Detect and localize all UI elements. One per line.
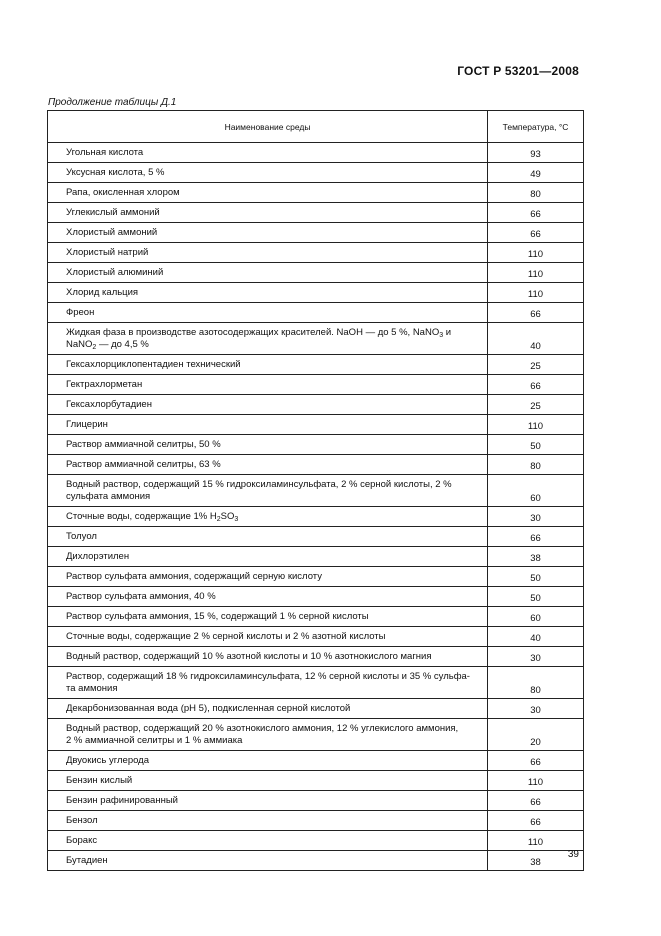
table-row [48,303,584,323]
temperature-value: 60 [488,607,584,627]
temperature-value: 110 [488,243,584,263]
table-row [48,667,584,699]
table-row [48,183,584,203]
medium-name: Бутадиен [48,851,488,871]
temperature-value: 25 [488,395,584,415]
table-row [48,507,584,527]
temperature-value: 110 [488,831,584,851]
table-row [48,203,584,223]
table-row [48,395,584,415]
temperature-value: 110 [488,263,584,283]
table-row [48,547,584,567]
name-part: Водный раствор, содержащий 15 % гидроксиламинсульфата, 2 % серной кислоты, 2 % [66,478,452,490]
temperature-value: 60 [488,475,584,507]
temperature-value: 110 [488,415,584,435]
temperature-value: 66 [488,791,584,811]
medium-name: Толуол [48,527,488,547]
temperature-value: 66 [488,751,584,771]
medium-name: Глицерин [48,415,488,435]
table-row [48,587,584,607]
temperature-value: 50 [488,567,584,587]
table-row [48,475,584,507]
name-part: Сточные воды, содержащие 1% H [66,510,217,522]
medium-name: Водный раствор, содержащий 10 % азотной кислоты и 10 % азотнокислого магния [48,647,488,667]
temperature-value: 80 [488,667,584,699]
table-row [48,455,584,475]
temperature-value: 50 [488,435,584,455]
medium-name [48,719,488,751]
subscript: 2 [92,343,97,351]
table-row [48,791,584,811]
name-part: Жидкая фаза в производстве азотосодержащих красителей. NaOH — до 5 %, NaNO [66,326,440,338]
table-row [48,751,584,771]
table-row [48,811,584,831]
medium-name: Бензин кислый [48,771,488,791]
table-row [48,415,584,435]
temperature-value: 40 [488,323,584,355]
table-row [48,831,584,851]
medium-name: Гектрахлорметан [48,375,488,395]
medium-name: Раствор аммиачной селитры, 63 % [48,455,488,475]
name-part: SO [220,510,235,522]
temperature-value: 30 [488,507,584,527]
table-row [48,627,584,647]
temperature-value: 20 [488,719,584,751]
page-number: 39 [567,849,579,860]
table-row [48,607,584,627]
medium-name: Уксусная кислота, 5 % [48,163,488,183]
name-part: Раствор, содержащий 18 % гидроксиламинсульфата, 12 % серной кислоты и 35 % сульфа- [66,670,470,682]
header-medium-name: Наименование среды [48,111,488,143]
header-temperature: Температура, °С [488,111,584,143]
temperature-value: 66 [488,303,584,323]
table-row [48,283,584,303]
table-row [48,143,584,163]
medium-name: Дихлорэтилен [48,547,488,567]
medium-name: Раствор сульфата аммония, содержащий серную кислоту [48,567,488,587]
medium-name: Угольная кислота [48,143,488,163]
medium-name: Двуокись углерода [48,751,488,771]
table-row [48,263,584,283]
media-temperature-table [47,110,584,871]
medium-name [48,507,488,527]
document-code: ГОСТ Р 53201—2008 [457,64,579,78]
medium-name: Хлористый натрий [48,243,488,263]
temperature-value: 66 [488,811,584,831]
name-part: сульфата аммония [66,490,151,502]
table-row [48,323,584,355]
temperature-value: 80 [488,183,584,203]
medium-name [48,475,488,507]
temperature-value: 66 [488,203,584,223]
medium-name: Гексахлорбутадиен [48,395,488,415]
temperature-value: 93 [488,143,584,163]
temperature-value: 50 [488,587,584,607]
table-row [48,851,584,871]
table-row [48,163,584,183]
subscript: 2 [216,515,221,523]
name-part: 2 % аммиачной селитры и 1 % аммиака [66,734,243,746]
temperature-value: 49 [488,163,584,183]
table-header-row [48,111,584,143]
subscript: 3 [234,515,239,523]
medium-name: Бензол [48,811,488,831]
table-row [48,719,584,751]
medium-name: Рапа, окисленная хлором [48,183,488,203]
name-part: NaNO [66,338,93,350]
medium-name [48,667,488,699]
medium-name: Раствор сульфата аммония, 40 % [48,587,488,607]
medium-name: Бензин рафинированный [48,791,488,811]
medium-name: Хлористый алюминий [48,263,488,283]
table-row [48,355,584,375]
temperature-value: 30 [488,699,584,719]
table-row [48,771,584,791]
medium-name: Раствор аммиачной селитры, 50 % [48,435,488,455]
name-part: и [443,326,452,338]
table-row [48,435,584,455]
table-row [48,223,584,243]
temperature-value: 80 [488,455,584,475]
temperature-value: 66 [488,223,584,243]
table-row [48,567,584,587]
table-row [48,527,584,547]
table-row [48,699,584,719]
temperature-value: 110 [488,771,584,791]
medium-name [48,323,488,355]
temperature-value: 110 [488,283,584,303]
table-row [48,375,584,395]
medium-name: Раствор сульфата аммония, 15 %, содержащий 1 % серной кислоты [48,607,488,627]
medium-name: Боракс [48,831,488,851]
medium-name: Сточные воды, содержащие 2 % серной кислоты и 2 % азотной кислоты [48,627,488,647]
subscript: 3 [439,331,444,339]
medium-name: Фреон [48,303,488,323]
medium-name: Гексахлорциклопентадиен технический [48,355,488,375]
medium-name: Хлорид кальция [48,283,488,303]
temperature-value: 66 [488,375,584,395]
table-row [48,647,584,667]
table-row [48,243,584,263]
medium-name: Хлористый аммоний [48,223,488,243]
medium-name: Углекислый аммоний [48,203,488,223]
name-part: та аммония [66,682,118,694]
temperature-value: 25 [488,355,584,375]
temperature-value: 38 [488,547,584,567]
temperature-value: 40 [488,627,584,647]
medium-name: Декарбонизованная вода (pH 5), подкисленная серной кислотой [48,699,488,719]
temperature-value: 30 [488,647,584,667]
name-part: — до 4,5 % [96,338,149,350]
table-caption: Продолжение таблицы Д.1 [48,97,177,108]
name-part: Водный раствор, содержащий 20 % азотнокислого аммония, 12 % углекислого аммония, [66,722,459,734]
temperature-value: 38 [488,851,584,871]
temperature-value: 66 [488,527,584,547]
